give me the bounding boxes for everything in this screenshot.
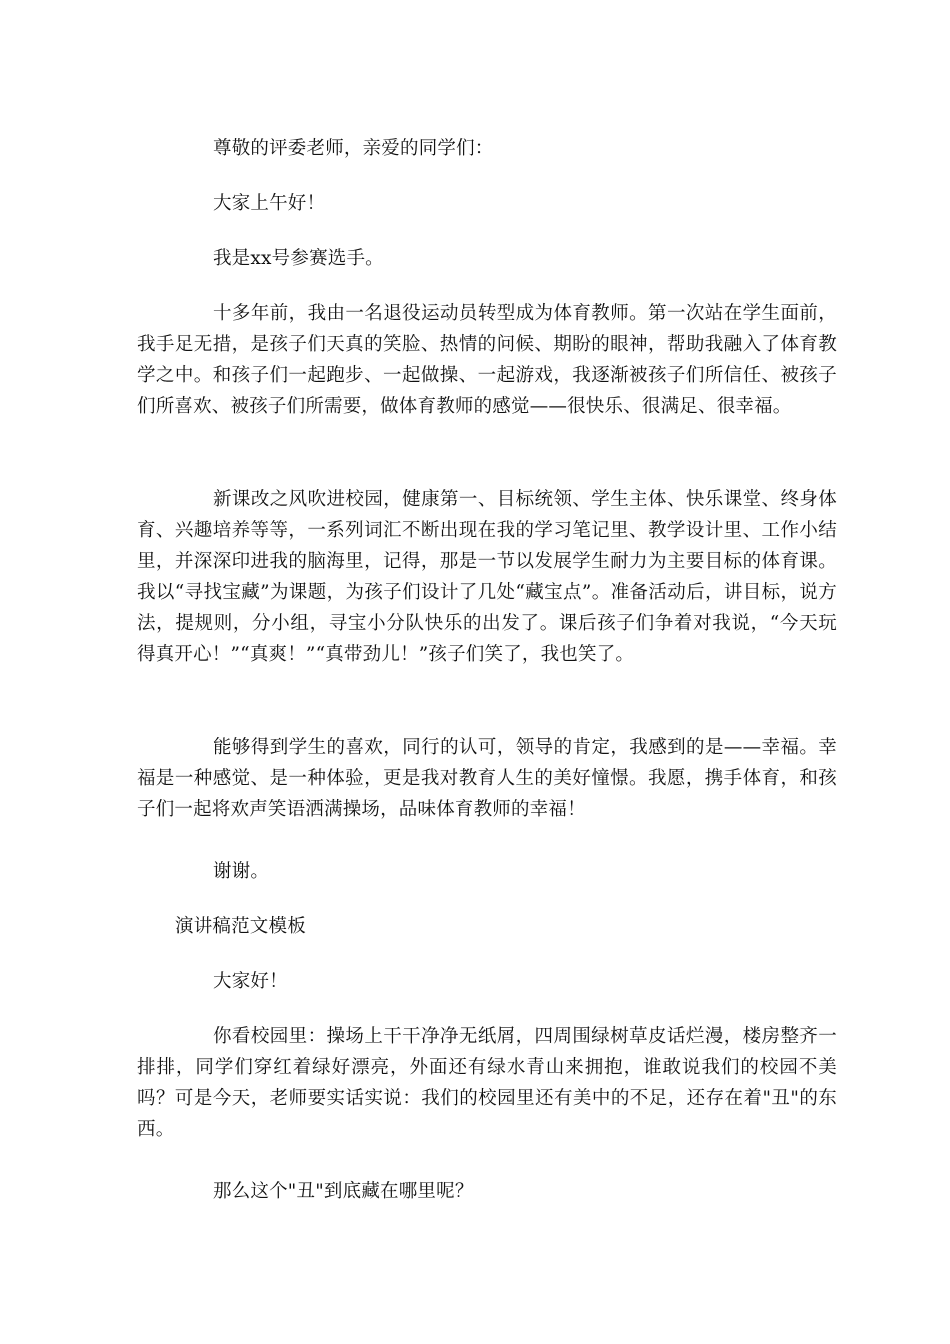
greeting: 大家上午好！ bbox=[213, 193, 326, 214]
paragraph-happiness: 能够得到学生的喜欢，同行的认可，领导的肯定，我感到的是——幸福。幸福是一种感觉、是一种体验，更是我对教育人生的美好憧憬。我愿，携手体育，和孩子们一起将欢声笑语洒满操场，品味体育教师的幸福！ bbox=[137, 737, 837, 820]
section-heading: 演讲稿范文模板 bbox=[175, 916, 306, 937]
paragraph-campus: 你看校园里：操场上干干净净无纸屑，四周围绿树草皮话烂漫，楼房整齐一排排，同学们穿红着绿好漂亮，外面还有绿水青山来拥抱，谁敢说我们的校园不美吗？可是今天，老师要实话实说：我们的校园里还有美中的不足，还存在着"丑"的东西。 bbox=[137, 1026, 837, 1140]
closing-thanks: 谢谢。 bbox=[213, 861, 270, 882]
question-line: 那么这个"丑"到底藏在哪里呢？ bbox=[213, 1181, 474, 1202]
paragraph-career-story: 十多年前，我由一名退役运动员转型成为体育教师。第一次站在学生面前，我手足无措，是孩子们天真的笑脸、热情的问候、期盼的眼神，帮助我融入了体育教学之中。和孩子们一起跑步、一起做操、一起游戏，我逐渐被孩子们所信任、被孩子们所喜欢、被孩子们所需要，做体育教师的感觉——很快乐、很满足、很幸福。 bbox=[137, 303, 837, 417]
salutation: 尊敬的评委老师，亲爱的同学们： bbox=[213, 138, 494, 159]
self-introduction: 我是xx号参赛选手。 bbox=[213, 248, 384, 269]
paragraph-curriculum-reform: 新课改之风吹进校园，健康第一、目标统领、学生主体、快乐课堂、终身体育、兴趣培养等等，一系列词汇不断出现在我的学习笔记里、教学设计里、工作小结里，并深深印进我的脑海里，记得，那是一节以发展学生耐力为主要目标的体育课。我以“寻找宝藏”为课题，为孩子们设计了几处“藏宝点”。准备活动后，讲目标，说方法，提规则，分小组，寻宝小分队快乐的出发了。课后孩子们争着对我说，“今天玩得真开心！”“真爽！”“真带劲儿！”孩子们笑了，我也笑了。 bbox=[137, 489, 837, 665]
greeting-2: 大家好！ bbox=[213, 971, 288, 992]
